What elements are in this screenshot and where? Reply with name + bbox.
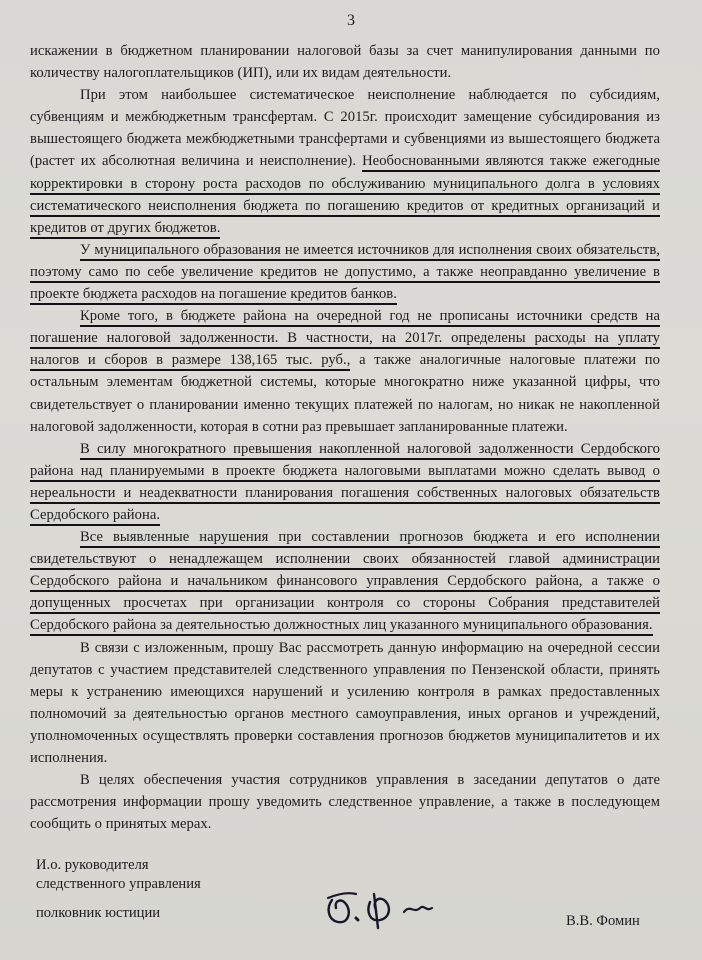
underlined-passage: Кроме того, в бюджете района на очередной год не прописаны источники средств на погашение налоговой задолженности. В частности, на 2017г. определены расходы на уплату налогов и сборов в размере 138,165 тыс. руб., [30, 308, 660, 371]
signatory-position-line: следственного управления [36, 876, 201, 892]
paragraph-8 [30, 769, 660, 835]
paragraph-3 [30, 239, 660, 305]
paragraph-5 [30, 438, 660, 526]
paragraph-2 [30, 84, 660, 239]
paragraph-text: В целях обеспечения участия сотрудников управления в заседании депутатов о дате рассмотрения информации прошу уведомить следственное управление, а также в последующем сообщить о принятых мерах. [30, 772, 660, 833]
paragraph-7 [30, 637, 660, 770]
signatory-position [36, 856, 201, 894]
underlined-passage: У муниципального образования не имеется источников для исполнения своих обязательств, поэтому само по себе увеличение кредитов не допустимо, а также неоправданно увеличение в проекте бюджета расходов на погашение кредитов банков. [30, 242, 660, 305]
letter-body [30, 40, 660, 835]
paragraph-text: В связи с изложенным, прошу Вас рассмотреть данную информацию на очередной сессии депутатов с участием представителей следственного управления по Пензенской области, принять меры к устранению имеющихся нарушений и усилению контроля в рамках предоставленных полномочий за деятельностью органов местного самоуправления, иных органов и учреждений, уполномоченных осуществлять проверки составления прогнозов бюджетов муниципалитетов и их исполнения. [30, 639, 660, 766]
underlined-passage: Необоснованными являются также ежегодные корректировки в сторону роста расходов по обслуживанию муниципального долга в условиях систематического неисполнения бюджета по погашению кредитов от кредитных организаций и кредитов от других бюджетов. [30, 153, 660, 238]
paragraph-text: При этом наибольшее систематическое неисполнение наблюдается по субсидиям, субвенциям и межбюджетным трансфертам. С 2015г. происходит замещение субсидирования из вышестоящего бюджета межбюджетными трансфертами и субвенциями из вышестоящего бюджета (растет их абсолютная величина и неисполнение). [30, 87, 660, 170]
signatory-position-line: И.о. руководителя [36, 857, 149, 873]
handwritten-signature-icon [318, 878, 448, 938]
underlined-passage: В силу многократного превышения накопленной налоговой задолженности Сердобского района над планируемыми в проекте бюджета налоговыми выплатами можно сделать вывод о нереальности и неадекватности планирования погашения собственных налоговых обязательств Сердобского района. [30, 441, 660, 526]
signatory-rank: полковник юстиции [36, 905, 161, 921]
underlined-passage: Все выявленные нарушения при составлении прогнозов бюджета и его исполнении свидетельствуют о ненадлежащем исполнении своих обязанностей главой администрации Сердобского района и начальником финансового управления Сердобского района, а также о допущенных просчетах при организации контроля со стороны Собрания представителей Сердобского района за деятельностью должностных лиц указанного муниципального образования. [30, 529, 660, 636]
paragraph-4 [30, 305, 660, 438]
paragraph-text: а также аналогичные налоговые платежи по остальным элементам бюджетной системы, которые многократно ниже указанной цифры, что свидетельствует о планировании именно текущих платежей по налогам, но никак не накопленной налоговой задолженности, которая в сотни раз превышает запланированные платежи. [30, 352, 660, 435]
page-number: 3 [347, 12, 355, 29]
signatory-name: В.В. Фомин [566, 913, 640, 929]
paragraph-text: искажении в бюджетном планировании налоговой базы за счет манипулирования данными по количеству налогоплательщиков (ИП), или их видам деятельности. [30, 43, 660, 82]
paragraph-1 [30, 40, 660, 84]
paragraph-6 [30, 526, 660, 636]
